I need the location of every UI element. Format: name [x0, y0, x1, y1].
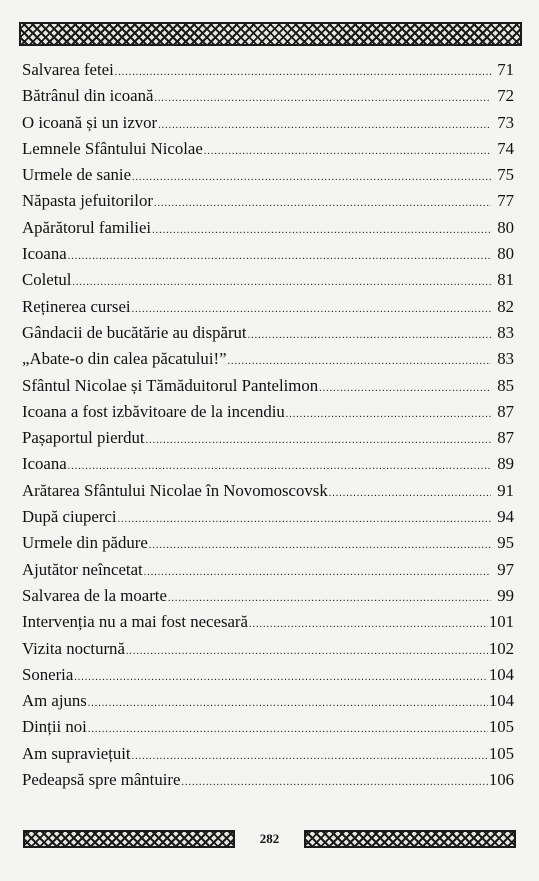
toc-entry [22, 267, 514, 293]
toc-entry [22, 688, 514, 714]
dot-leader [68, 244, 491, 270]
dot-leader [132, 165, 491, 191]
dot-leader [72, 270, 491, 296]
toc-entry-page: 97 [497, 559, 514, 579]
toc-entry [22, 741, 514, 767]
toc-entry-page: 105 [488, 717, 514, 737]
toc-entry [22, 504, 514, 530]
page-number: 282 [259, 831, 280, 846]
toc-entry-page: 71 [497, 60, 514, 79]
toc-entry [22, 110, 514, 136]
toc-entry-page: 104 [488, 691, 514, 711]
toc-entry-title: Sfântul Nicolae și Tămăduitorul Pantelimon [22, 375, 319, 395]
dot-leader [158, 113, 491, 139]
toc-entry [22, 294, 514, 320]
dot-leader [249, 612, 488, 638]
toc-entry-page: 83 [497, 349, 514, 369]
toc-entry-title: Am supraviețuit [22, 743, 131, 763]
dot-leader [146, 428, 491, 454]
toc-entry-page: 74 [497, 138, 514, 158]
toc-entry [22, 714, 514, 740]
toc-entry [22, 609, 514, 635]
toc-entry-page: 72 [497, 86, 514, 106]
toc-entry-page: 87 [497, 428, 514, 448]
toc-entry [22, 425, 514, 451]
toc-entry-page: 82 [497, 296, 514, 316]
toc-entry-title: Urmele de sanie [22, 165, 132, 185]
toc-entry [22, 241, 514, 267]
toc-entry-title: Icoana a fost izbăvitoare de la incendiu [22, 401, 285, 421]
toc-entry-page: 94 [497, 507, 514, 527]
dot-leader [152, 218, 491, 244]
toc-entry-page: 95 [497, 533, 514, 553]
dot-leader [181, 770, 487, 796]
toc-entry-title: Am ajuns [22, 691, 87, 711]
dot-leader [115, 60, 491, 86]
toc-entry [22, 162, 514, 188]
toc-entry-title: Arătarea Sfântului Nicolae în Novomoscovsk [22, 480, 328, 500]
dot-leader [286, 402, 491, 428]
toc-entry-title: Reținerea cursei [22, 296, 131, 316]
toc-entry-title: Intervenția nu a mai fost necesară [22, 612, 248, 632]
toc-entry [22, 346, 514, 372]
toc-entry [22, 188, 514, 214]
toc-entry [22, 399, 514, 425]
toc-entry-title: Dinții noi [22, 717, 87, 737]
toc-entry-title: După ciuperci [22, 507, 117, 527]
toc-entry-title: Apărătorul familiei [22, 217, 152, 237]
toc-entry-title: Coletul [22, 270, 72, 290]
toc-entry-title: „Abate-o din calea păcatului!” [22, 349, 227, 369]
toc-entry [22, 373, 514, 399]
table-of-contents [22, 57, 514, 793]
toc-entry-page: 75 [497, 165, 514, 185]
toc-entry-page: 83 [497, 322, 514, 342]
toc-entry-title: Vizita nocturnă [22, 638, 125, 658]
toc-entry [22, 451, 514, 477]
toc-entry [22, 83, 514, 109]
dot-leader [154, 86, 491, 112]
dot-leader [248, 323, 491, 349]
toc-entry-title: Bătrânul din icoană [22, 86, 154, 106]
toc-entry [22, 662, 514, 688]
toc-entry-title: Icoana [22, 454, 67, 474]
toc-entry-page: 85 [497, 375, 514, 395]
toc-entry [22, 530, 514, 556]
dot-leader [204, 139, 491, 165]
toc-entry [22, 583, 514, 609]
toc-entry-page: 91 [497, 480, 514, 500]
toc-entry-title: Icoana [22, 244, 67, 264]
toc-entry-page: 87 [497, 401, 514, 421]
toc-entry [22, 215, 514, 241]
toc-entry-title: Salvarea de la moarte [22, 585, 167, 605]
toc-entry-page: 99 [497, 585, 514, 605]
toc-entry-page: 106 [488, 770, 514, 790]
toc-entry-page: 77 [497, 191, 514, 211]
toc-entry-page: 80 [497, 244, 514, 264]
top-ornamental-border [19, 22, 522, 46]
dot-leader [132, 744, 488, 770]
dot-leader [144, 560, 491, 586]
toc-entry-page: 73 [497, 112, 514, 132]
toc-entry-title: Salvarea fetei [22, 60, 114, 79]
footer-ornament-left [23, 830, 235, 848]
toc-entry-page: 101 [488, 612, 514, 632]
toc-entry [22, 636, 514, 662]
toc-entry-title: Gândacii de bucătărie au dispărut [22, 322, 247, 342]
toc-entry-title: O icoană și un izvor [22, 112, 158, 132]
toc-entry-page: 89 [497, 454, 514, 474]
toc-entry-title: Soneria [22, 664, 74, 684]
dot-leader [329, 481, 491, 507]
toc-entry-title: Urmele din pădure [22, 533, 148, 553]
dot-leader [74, 665, 488, 691]
toc-entry-page: 105 [488, 743, 514, 763]
dot-leader [126, 639, 488, 665]
dot-leader [154, 191, 491, 217]
page-footer [23, 829, 516, 849]
toc-entry [22, 136, 514, 162]
toc-entry-page: 80 [497, 217, 514, 237]
toc-entry-page: 102 [488, 638, 514, 658]
toc-entry [22, 767, 514, 793]
toc-entry-page: 104 [488, 664, 514, 684]
dot-leader [88, 717, 488, 743]
dot-leader [88, 691, 488, 717]
footer-ornament-right [304, 830, 516, 848]
toc-entry-title: Pedeapsă spre mântuire [22, 770, 181, 790]
toc-entry [22, 320, 514, 346]
toc-entry [22, 57, 514, 83]
toc-entry-title: Ajutător neîncetat [22, 559, 143, 579]
toc-entry [22, 557, 514, 583]
toc-entry [22, 478, 514, 504]
dot-leader [319, 376, 491, 402]
toc-entry-title: Pașaportul pierdut [22, 428, 145, 448]
toc-entry-title: Năpasta jefuitorilor [22, 191, 153, 211]
dot-leader [118, 507, 491, 533]
dot-leader [149, 533, 491, 559]
toc-entry-page: 81 [497, 270, 514, 290]
toc-entry-title: Lemnele Sfântului Nicolae [22, 138, 203, 158]
